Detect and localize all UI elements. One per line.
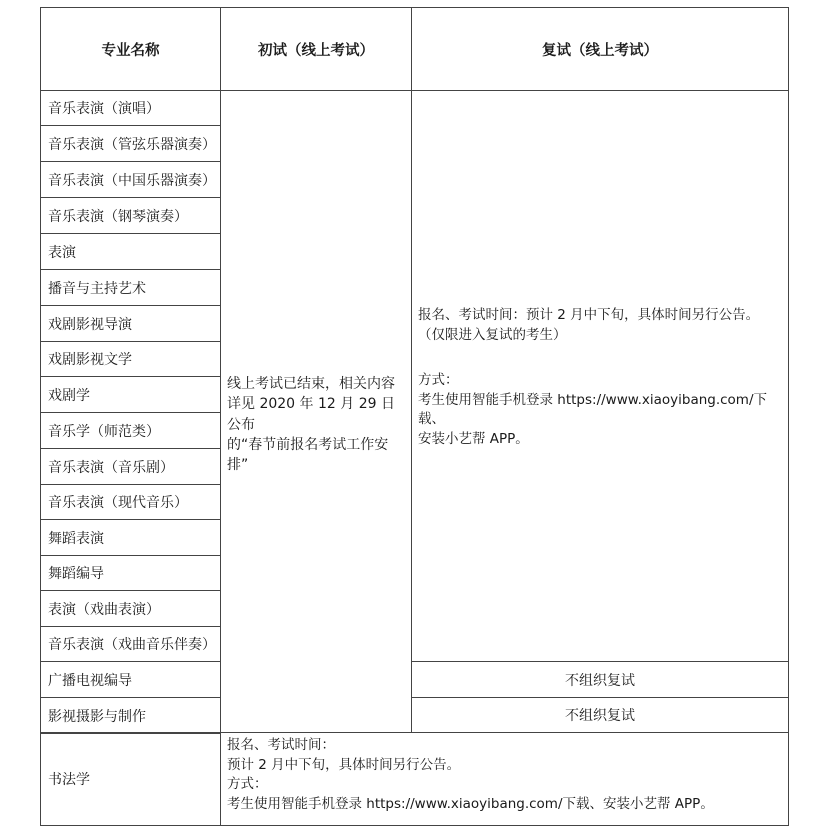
calligraphy-line: 考生使用智能手机登录 https://www.xiaoyibang.com/下载、安装小艺帮 APP。 [227,795,714,812]
second-exam-line: 考生使用智能手机登录 https://www.xiaoyibang.com/下载、 [418,391,768,428]
calligraphy-line: 预计 2 月中下旬，具体时间另行公告。 [227,756,461,773]
major-name-row: 音乐表演（演唱） [40,90,221,126]
major-name-row: 音乐表演（钢琴演奏） [40,197,221,234]
calligraphy-line: 方式： [227,776,268,793]
second-exam-line: 报名、考试时间：预计 2 月中下旬，具体时间另行公告。 [418,307,760,323]
major-name-row: 音乐表演（管弦乐器演奏） [40,125,221,162]
second-exam-cell [411,90,789,662]
major-name-row: 音乐表演（中国乐器演奏） [40,161,221,198]
major-name-row: 音乐学（师范类） [40,412,221,449]
major-name-row: 表演（戏曲表演） [40,590,221,627]
major-name-row: 音乐表演（戏曲音乐伴奏） [40,626,221,662]
major-name-row: 戏剧影视导演 [40,305,221,342]
first-exam-line: 线上考试已结束，相关内容 [227,376,395,392]
major-name-row: 舞蹈编导 [40,555,221,591]
first-exam-line: 的“春节前报名考试工作安 [227,436,389,453]
major-name-row: 播音与主持艺术 [40,269,221,306]
header-second-exam: 复试（线上考试） [411,7,789,91]
first-exam-line: 详见 2020 年 12 月 29 日公布 [227,396,395,433]
major-name-row: 舞蹈表演 [40,519,221,556]
major-name-row: 音乐表演（音乐剧） [40,448,221,485]
second-exam-line: 方式： [418,372,459,389]
major-name-calligraphy: 书法学 [40,732,221,826]
major-name-row: 影视摄影与制作 [40,697,221,734]
no-retest-cell: 不组织复试 [411,661,789,698]
second-exam-line: 安装小艺帮 APP。 [418,430,529,447]
calligraphy-line: 报名、考试时间： [227,737,335,753]
no-retest-cell: 不组织复试 [411,697,789,733]
major-name-row: 广播电视编导 [40,661,221,698]
header-major: 专业名称 [40,7,221,91]
major-name-row: 表演 [40,233,221,270]
major-name-row: 音乐表演（现代音乐） [40,484,221,520]
major-name-row: 戏剧影视文学 [40,341,221,377]
first-exam-line: 排” [227,457,249,474]
first-exam-cell [220,90,412,733]
calligraphy-exam-cell [220,732,789,826]
major-name-row: 戏剧学 [40,376,221,413]
second-exam-line: （仅限进入复试的考生） [418,326,567,343]
header-first-exam: 初试（线上考试） [220,7,412,91]
